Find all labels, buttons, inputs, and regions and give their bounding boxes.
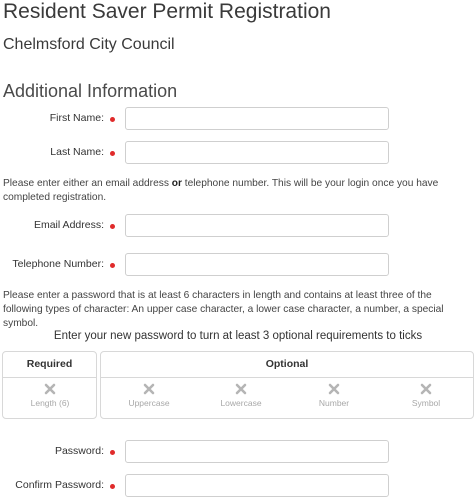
required-indicator <box>110 450 115 455</box>
password-input[interactable] <box>125 440 389 463</box>
required-header: Required <box>3 352 96 378</box>
password-row <box>0 440 476 465</box>
telephone-label: Telephone Number: <box>12 258 104 270</box>
required-indicator <box>110 263 115 268</box>
criterion-uppercase <box>109 380 189 408</box>
first-name-label: First Name: <box>49 112 104 124</box>
criterion-number <box>294 380 374 408</box>
confirm-password-input[interactable] <box>125 474 389 497</box>
optional-header: Optional <box>101 352 473 378</box>
cross-icon <box>143 383 155 395</box>
cross-icon <box>44 383 56 395</box>
cross-icon <box>420 383 432 395</box>
email-input[interactable] <box>125 214 389 237</box>
first-name-input[interactable] <box>125 107 389 130</box>
login-help-part2: telephone number. This will be your login once you have completed registration. <box>3 178 439 203</box>
last-name-row <box>0 141 476 166</box>
criterion-label: Symbol <box>411 398 441 408</box>
required-criteria-panel <box>2 351 97 419</box>
cross-icon <box>328 383 340 395</box>
required-indicator <box>110 117 115 122</box>
required-indicator <box>110 151 115 156</box>
login-help-text <box>3 177 473 205</box>
criterion-symbol <box>386 380 466 408</box>
confirm-password-row <box>0 474 476 499</box>
criterion-label: Lowercase <box>220 398 262 408</box>
section-title: Additional Information <box>3 81 178 101</box>
cross-icon <box>235 383 247 395</box>
first-name-row <box>0 107 476 132</box>
optional-criteria-panel <box>100 351 474 419</box>
password-label: Password: <box>54 445 104 457</box>
criterion-label: Uppercase <box>128 398 170 408</box>
password-help-text: Please enter a password that is at least 6 characters in length and contains at least three of the following types of character: An upper case character, a lower case character, a number, a special symbol. <box>3 290 444 329</box>
criterion-label: Length (6) <box>30 398 70 408</box>
email-row <box>0 214 476 239</box>
last-name-label: Last Name: <box>50 146 104 158</box>
last-name-input[interactable] <box>125 141 389 164</box>
page-title: Resident Saver Permit Registration <box>3 0 331 23</box>
login-help-or: or <box>171 178 182 189</box>
login-help-part1: Please enter either an email address <box>3 178 172 189</box>
required-indicator <box>110 224 115 229</box>
confirm-password-label: Confirm Password: <box>15 479 104 491</box>
email-label: Email Address: <box>33 219 104 231</box>
criterion-lowercase <box>201 380 281 408</box>
telephone-input[interactable] <box>125 253 389 276</box>
criterion-label: Number <box>318 398 350 408</box>
required-indicator <box>110 484 115 489</box>
council-name: Chelmsford City Council <box>3 36 175 53</box>
telephone-row <box>0 253 476 278</box>
criterion-length <box>10 380 90 408</box>
password-instruction: Enter your new password to turn at least 3 optional requirements to ticks <box>53 330 423 342</box>
